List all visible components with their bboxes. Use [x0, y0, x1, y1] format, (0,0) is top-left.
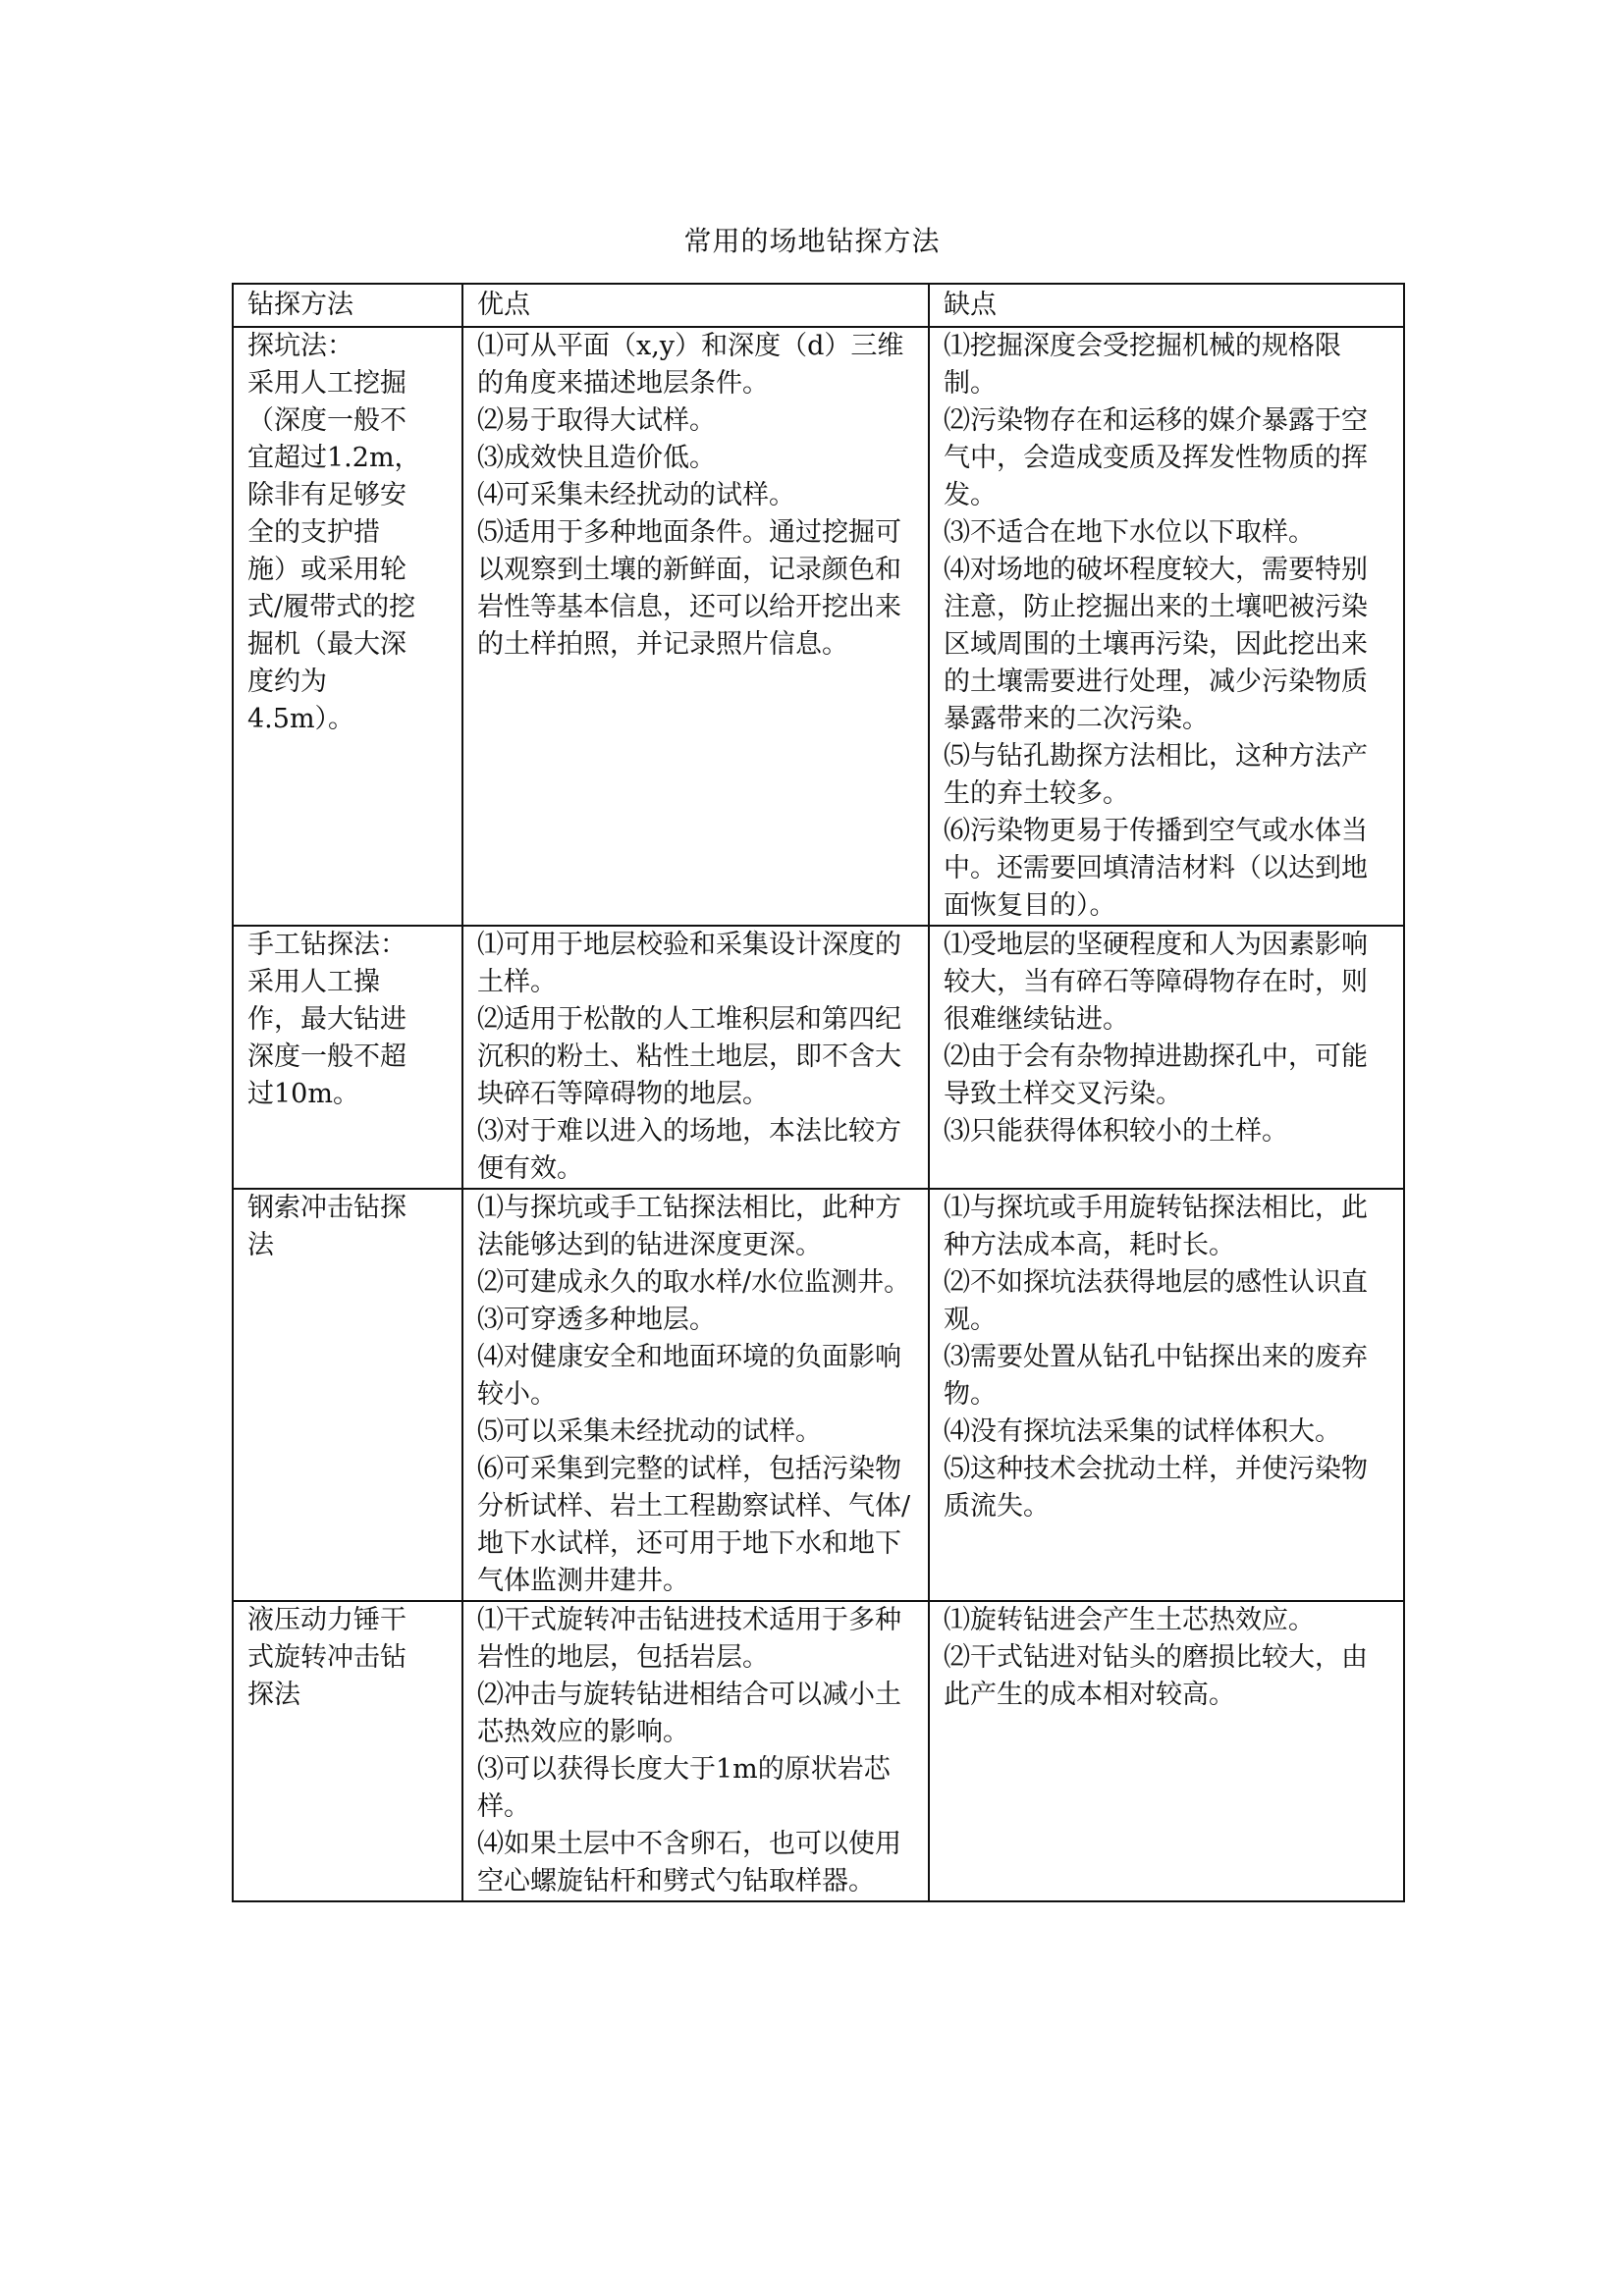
drilling-methods-table — [232, 283, 1405, 1902]
method-name: 手工钻探法： 采用人工操 作，最大钻进 深度一般不超 过10m。 — [247, 930, 406, 1109]
cons-item: ⑶需要处置从钻孔中钻探出来的废弃物。 — [944, 1342, 1368, 1410]
header-pros: 优点 — [462, 284, 929, 327]
pros-item: ⑴与探坑或手工钻探法相比，此种方法能够达到的钻进深度更深。 — [477, 1193, 901, 1260]
cons-item: ⑵干式钻进对钻头的磨损比较大，由此产生的成本相对较高。 — [944, 1642, 1368, 1710]
method-cell — [233, 926, 462, 1189]
header-row — [233, 284, 1404, 327]
cons-item: ⑸这种技术会扰动土样，并使污染物质流失。 — [944, 1454, 1368, 1522]
pros-item: ⑸可以采集未经扰动的试样。 — [477, 1416, 822, 1447]
cons-item: ⑹污染物更易于传播到空气或水体当中。还需要回填清洁材料（以达到地面恢复目的）。 — [944, 816, 1368, 921]
pros-cell — [462, 1601, 929, 1901]
method-name: 钢索冲击钻探 法 — [247, 1193, 406, 1260]
pros-item: ⑹可采集到完整的试样，包括污染物分析试样、岩土工程勘察试样、气体/地下水试样，还可用于地下水和地下气体监测井建井。 — [477, 1454, 911, 1596]
cons-item: ⑴与探坑或手用旋转钻探法相比，此种方法成本高，耗时长。 — [944, 1193, 1368, 1260]
cons-item: ⑵不如探坑法获得地层的感性认识直观。 — [944, 1267, 1368, 1335]
table-row — [233, 1601, 1404, 1901]
pros-item: ⑶对于难以进入的场地，本法比较方便有效。 — [477, 1116, 901, 1184]
cons-item: ⑷没有探坑法采集的试样体积大。 — [944, 1416, 1341, 1447]
method-name: 探坑法： 采用人工挖掘 （深度一般不 宜超过1.2m， 除非有足够安 全的支护措 施）或采用轮 式/履带式的挖 掘机（最大深 度约为 4.5m）。 — [247, 331, 421, 734]
pros-item: ⑵可建成永久的取水样/水位监测井。 — [477, 1267, 911, 1298]
method-cell — [233, 1189, 462, 1601]
pros-cell — [462, 926, 929, 1189]
pros-item: ⑸适用于多种地面条件。通过挖掘可以观察到土壤的新鲜面，记录颜色和岩性等基本信息，还可以给开挖出来的土样拍照，并记录照片信息。 — [477, 517, 901, 660]
header-cons: 缺点 — [929, 284, 1404, 327]
pros-item: ⑵易于取得大试样。 — [477, 405, 716, 436]
pros-item: ⑶可穿透多种地层。 — [477, 1305, 716, 1335]
pros-item: ⑴可用于地层校验和采集设计深度的土样。 — [477, 930, 901, 997]
pros-cell — [462, 327, 929, 926]
pros-item: ⑴可从平面（x,y）和深度（d）三维的角度来描述地层条件。 — [477, 331, 904, 399]
cons-item: ⑵污染物存在和运移的媒介暴露于空气中，会造成变质及挥发性物质的挥发。 — [944, 405, 1368, 510]
header-method: 钻探方法 — [233, 284, 462, 327]
cons-item: ⑶不适合在地下水位以下取样。 — [944, 517, 1315, 548]
cons-cell — [929, 926, 1404, 1189]
cons-item: ⑴受地层的坚硬程度和人为因素影响较大，当有碎石等障碍物存在时，则很难继续钻进。 — [944, 930, 1368, 1035]
cons-cell — [929, 327, 1404, 926]
cons-item: ⑷对场地的破坏程度较大，需要特别注意，防止挖掘出来的土壤吧被污染区域周围的土壤再污染，因此挖出来的土壤需要进行处理，减少污染物质暴露带来的二次污染。 — [944, 555, 1368, 734]
pros-item: ⑶可以获得长度大于1m的原状岩芯样。 — [477, 1754, 891, 1822]
method-cell — [233, 327, 462, 926]
pros-item: ⑵冲击与旋转钻进相结合可以减小土芯热效应的影响。 — [477, 1680, 901, 1747]
method-cell — [233, 1601, 462, 1901]
cons-item: ⑵由于会有杂物掉进勘探孔中，可能导致土样交叉污染。 — [944, 1041, 1368, 1109]
cons-item: ⑸与钻孔勘探方法相比，这种方法产生的弃土较多。 — [944, 741, 1368, 809]
page-title: 常用的场地钻探方法 — [683, 225, 941, 257]
pros-item: ⑷可采集未经扰动的试样。 — [477, 480, 795, 510]
cons-item: ⑶只能获得体积较小的土样。 — [944, 1116, 1288, 1147]
pros-item: ⑶成效快且造价低。 — [477, 443, 716, 473]
pros-item: ⑵适用于松散的人工堆积层和第四纪沉积的粉土、粘性土地层，即不含大块碎石等障碍物的地层。 — [477, 1004, 901, 1109]
table-row — [233, 327, 1404, 926]
pros-item: ⑷如果土层中不含卵石，也可以使用空心螺旋钻杆和劈式勺钻取样器。 — [477, 1829, 901, 1896]
cons-cell — [929, 1189, 1404, 1601]
pros-item: ⑷对健康安全和地面环境的负面影响较小。 — [477, 1342, 901, 1410]
pros-item: ⑴干式旋转冲击钻进技术适用于多种岩性的地层，包括岩层。 — [477, 1605, 901, 1673]
pros-cell — [462, 1189, 929, 1601]
cons-item: ⑴挖掘深度会受挖掘机械的规格限制。 — [944, 331, 1341, 399]
cons-item: ⑴旋转钻进会产生土芯热效应。 — [944, 1605, 1315, 1635]
cons-cell — [929, 1601, 1404, 1901]
table-row — [233, 926, 1404, 1189]
method-name: 液压动力锤干 式旋转冲击钻 探法 — [247, 1605, 406, 1710]
table-row — [233, 1189, 1404, 1601]
